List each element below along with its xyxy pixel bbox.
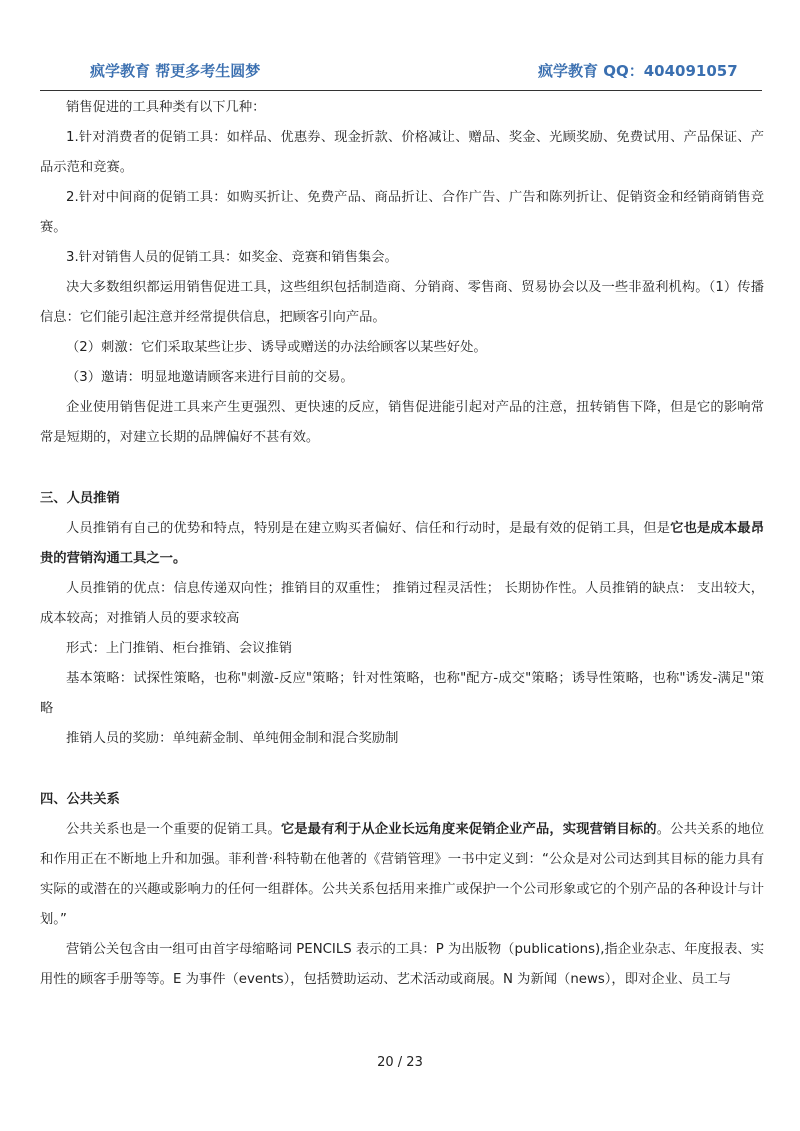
bold-text: 它也是成本最昂贵的营销沟通工具之一。 [40, 521, 765, 566]
paragraph: 基本策略：试探性策略，也称"刺激-反应"策略；针对性策略，也称"配方-成交"策略；诱导性策略，也称"诱发-满足"策略 [40, 671, 764, 716]
paragraph: 形式：上门推销、柜台推销、会议推销 [66, 641, 293, 656]
paragraph-text: 公共关系也是一个重要的促销工具。 [66, 822, 281, 837]
paragraph [40, 514, 764, 574]
paragraph-text: 。公共关系的地位和作用正在不断地上升和加强。菲利普·科特勒在他著的《营销管理》一书中定义到：“公众是对公司达到其目标的能力具有实际的或潜在的兴趣或影响力的任何一组群体。公共关系包括用来推广或保护一个公司形象或它的个别产品的各种设计与计划。” [40, 822, 765, 927]
document-body [40, 93, 764, 995]
header-contact: 疯学教育 QQ：404091057 [538, 62, 738, 80]
paragraph: 推销人员的奖励：单纯薪金制、单纯佣金制和混合奖励制 [66, 731, 399, 746]
paragraph: 营销公关包含由一组可由首字母缩略词 PENCILS 表示的工具：P 为出版物（publications),指企业杂志、年度报表、实用性的顾客手册等等。E 为事件（events），包括赞助运动、艺术活动或商展。N 为新闻（news），即对企业、员工与 [40, 942, 764, 987]
section-heading: 四、公共关系 [40, 792, 120, 807]
paragraph: 1.针对消费者的促销工具：如样品、优惠券、现金折款、价格减让、赠品、奖金、光顾奖励、免费试用、产品保证、产品示范和竞赛。 [40, 130, 764, 175]
paragraph-text: 人员推销有自己的优势和特点，特别是在建立购买者偏好、信任和行动时，是最有效的促销工具，但是 [66, 521, 671, 536]
paragraph: 企业使用销售促进工具来产生更强烈、更快速的反应，销售促进能引起对产品的注意，扭转销售下降，但是它的影响常常是短期的，对建立长期的品牌偏好不甚有效。 [40, 400, 764, 445]
paragraph: 销售促进的工具种类有以下几种： [66, 100, 266, 115]
header-slogan: 疯学教育 帮更多考生圆梦 [90, 62, 261, 80]
paragraph: （3）邀请：明显地邀请顾客来进行目前的交易。 [66, 370, 354, 385]
paragraph: 3.针对销售人员的促销工具：如奖金、竞赛和销售集会。 [66, 250, 398, 265]
paragraph: 2.针对中间商的促销工具：如购买折让、免费产品、商品折让、合作广告、广告和陈列折让、促销资金和经销商销售竞赛。 [40, 190, 764, 235]
bold-text: 它是最有利于从企业长远角度来促销企业产品，实现营销目标的 [280, 822, 657, 837]
page-header [40, 56, 762, 91]
paragraph: 决大多数组织都运用销售促进工具，这些组织包括制造商、分销商、零售商、贸易协会以及一些非盈利机构。（1）传播信息：它们能引起注意并经常提供信息，把顾客引向产品。 [40, 280, 764, 325]
page-number: 20 / 23 [377, 1055, 423, 1070]
paragraph: 人员推销的优点：信息传递双向性；推销目的双重性； 推销过程灵活性； 长期协作性。人员推销的缺点： 支出较大，成本较高；对推销人员的要求较高 [40, 581, 764, 626]
paragraph: （2）刺激：它们采取某些让步、诱导或赠送的办法给顾客以某些好处。 [66, 340, 487, 355]
section-heading: 三、人员推销 [40, 491, 120, 506]
paragraph [40, 815, 764, 935]
